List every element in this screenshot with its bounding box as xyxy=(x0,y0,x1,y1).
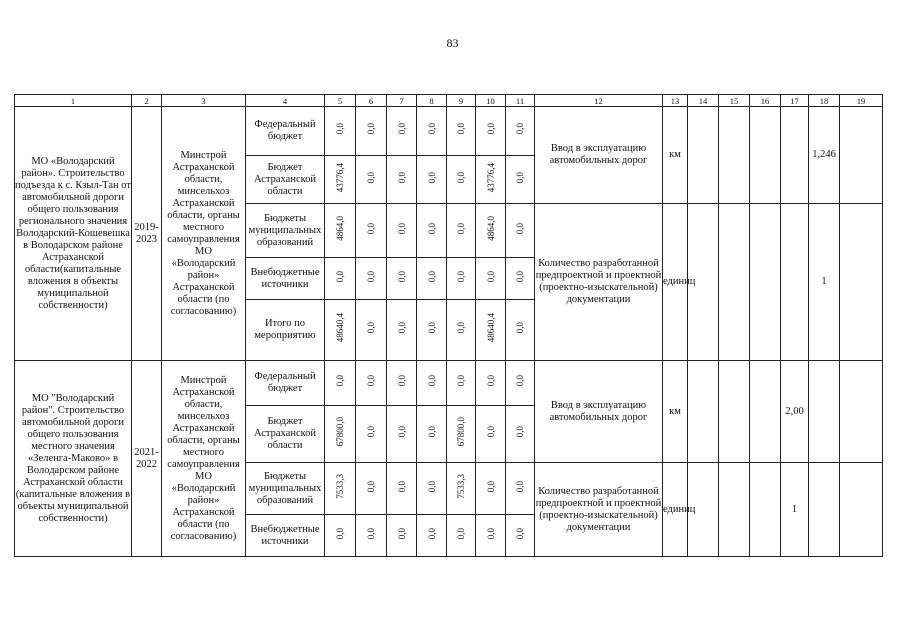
indicator-unit: км xyxy=(663,107,688,204)
indicator-value-cell xyxy=(781,204,809,361)
amount-cell: 7533,3 xyxy=(456,474,466,499)
amount-cell: 67800,0 xyxy=(335,417,345,447)
amount-cell: 0,0 xyxy=(515,527,525,540)
amount-cell: 0,0 xyxy=(366,270,376,283)
column-header: 12 xyxy=(535,95,663,107)
column-header: 9 xyxy=(447,95,476,107)
amount-cell: 0,0 xyxy=(396,426,407,438)
column-header: 2 xyxy=(132,95,162,107)
column-header: 7 xyxy=(387,95,417,107)
column-number-row xyxy=(15,95,883,107)
funding-source: Итого по мероприятию xyxy=(246,300,325,361)
column-header: 19 xyxy=(840,95,883,107)
amount-cell: 0,0 xyxy=(426,270,437,283)
column-header: 6 xyxy=(356,95,387,107)
amount-cell: 0,0 xyxy=(366,426,376,438)
amount-cell: 0,0 xyxy=(426,375,437,387)
amount-cell: 0,0 xyxy=(456,527,466,540)
amount-cell: 0,0 xyxy=(485,123,496,135)
project-description: МО "Володарский район". Строительство автомобильной дороги общего пользования местного значения «Зеленга-Маково» в Володарском районе Астраханской области (капитальные вложения в объекты муниципальной собственности) xyxy=(15,361,132,557)
column-header: 16 xyxy=(750,95,781,107)
column-header: 14 xyxy=(688,95,719,107)
amount-cell: 0,0 xyxy=(396,527,407,540)
amount-cell: 0,0 xyxy=(456,171,466,184)
indicator-value-cell: 1,246 xyxy=(809,107,840,204)
indicator-value-cell xyxy=(719,361,750,463)
indicator-value-cell xyxy=(840,361,883,463)
funding-source: Бюджет Астраханской области xyxy=(246,406,325,463)
amount-cell: 0,0 xyxy=(396,375,407,387)
indicator-unit: единиц xyxy=(663,463,688,557)
amount-cell: 0,0 xyxy=(366,123,376,135)
indicator-value-cell xyxy=(750,463,781,557)
funding-source: Бюджеты муниципальных образований xyxy=(246,463,325,515)
amount-cell: 0,0 xyxy=(485,426,496,438)
amount-cell: 0,0 xyxy=(515,322,525,334)
indicator-value-cell xyxy=(750,361,781,463)
amount-cell: 0,0 xyxy=(426,322,437,334)
indicator-value-cell xyxy=(781,107,809,204)
amount-cell: 0,0 xyxy=(426,123,437,135)
indicator-value-cell: 2,00 xyxy=(781,361,809,463)
amount-cell: 0,0 xyxy=(426,480,437,493)
funding-source: Бюджет Астраханской области xyxy=(246,156,325,204)
amount-cell: 0,0 xyxy=(515,426,525,438)
amount-cell: 43776,4 xyxy=(335,162,345,193)
amount-cell: 0,0 xyxy=(515,270,525,283)
indicator-value-cell xyxy=(719,107,750,204)
indicator-value-cell xyxy=(840,463,883,557)
column-header: 15 xyxy=(719,95,750,107)
column-header: 1 xyxy=(15,95,132,107)
amount-cell: 0,0 xyxy=(515,480,525,493)
amount-cell: 0,0 xyxy=(485,270,496,283)
amount-cell: 0,0 xyxy=(426,426,437,438)
amount-cell: 0,0 xyxy=(456,222,466,235)
amount-cell: 0,0 xyxy=(426,527,437,540)
indicator-name: Ввод в эксплуатацию автомобильных дорог xyxy=(535,107,663,204)
amount-cell: 0,0 xyxy=(456,123,466,135)
indicator-name: Количество разработанной предпроектной и проектной (проектно-изыскательной) документации xyxy=(535,204,663,361)
indicator-value-cell: 1 xyxy=(781,463,809,557)
column-header: 5 xyxy=(325,95,356,107)
amount-cell: 0,0 xyxy=(366,322,376,334)
amount-cell: 0,0 xyxy=(366,375,376,387)
funding-source: Федеральный бюджет xyxy=(246,361,325,406)
amount-cell: 0,0 xyxy=(366,171,376,184)
amount-cell: 0,0 xyxy=(366,527,376,540)
amount-cell: 0,0 xyxy=(515,375,525,387)
amount-cell: 0,0 xyxy=(515,123,525,135)
amount-cell: 0,0 xyxy=(426,171,437,184)
column-header: 18 xyxy=(809,95,840,107)
budget-table xyxy=(14,94,883,557)
page-number: 83 xyxy=(446,36,459,50)
indicator-value-cell xyxy=(809,361,840,463)
project-executor: Минстрой Астраханской области, минсельхоз Астраханской области, органы местного самоуправления МО «Володарский район» Астраханской области (по согласованию) xyxy=(162,361,246,557)
amount-cell: 67800,0 xyxy=(456,417,466,447)
amount-cell: 0,0 xyxy=(485,527,496,540)
table-row xyxy=(15,361,883,406)
column-header: 8 xyxy=(417,95,447,107)
amount-cell: 0,0 xyxy=(366,480,376,493)
amount-cell: 43776,4 xyxy=(485,162,496,193)
indicator-value-cell xyxy=(750,204,781,361)
amount-cell: 0,0 xyxy=(426,222,437,235)
amount-cell: 0,0 xyxy=(396,270,407,283)
table-row xyxy=(15,107,883,156)
column-header: 4 xyxy=(246,95,325,107)
amount-cell: 0,0 xyxy=(396,171,407,184)
project-period: 2021-2022 xyxy=(132,361,162,557)
project-period: 2019-2023 xyxy=(132,107,162,361)
indicator-name: Ввод в эксплуатацию автомобильных дорог xyxy=(535,361,663,463)
indicator-value-cell xyxy=(719,463,750,557)
funding-source: Внебюджетные источники xyxy=(246,258,325,300)
amount-cell: 0,0 xyxy=(485,480,496,493)
amount-cell: 0,0 xyxy=(335,375,345,387)
indicator-unit: км xyxy=(663,361,688,463)
amount-cell: 0,0 xyxy=(456,322,466,334)
project-description: МО «Володарский район». Строительство подъезда к с. Кзыл-Тан от автомобильной дороги общего пользования регионального значения Володарский-Кошевешка в Володарском районе Астраханской области(капитальные вложения в объекты муниципальной собственности) xyxy=(15,107,132,361)
indicator-value-cell xyxy=(719,204,750,361)
funding-source: Внебюджетные источники xyxy=(246,515,325,557)
project-executor: Минстрой Астраханской области, минсельхоз Астраханской области, органы местного самоуправления МО «Володарский район» Астраханской области (по согласованию) xyxy=(162,107,246,361)
funding-source: Федеральный бюджет xyxy=(246,107,325,156)
amount-cell: 0,0 xyxy=(515,222,525,235)
amount-cell: 0,0 xyxy=(396,322,407,334)
indicator-value-cell xyxy=(809,463,840,557)
amount-cell: 0,0 xyxy=(456,375,466,387)
amount-cell: 48640,4 xyxy=(335,313,345,343)
budget-table-sheet xyxy=(14,94,882,560)
column-header: 13 xyxy=(663,95,688,107)
indicator-unit: единиц xyxy=(663,204,688,361)
funding-source: Бюджеты муниципальных образований xyxy=(246,204,325,258)
indicator-name: Количество разработанной предпроектной и проектной (проектно-изыскательной) документации xyxy=(535,463,663,557)
amount-cell: 0,0 xyxy=(335,123,345,135)
column-header: 3 xyxy=(162,95,246,107)
indicator-value-cell xyxy=(840,204,883,361)
indicator-value-cell xyxy=(840,107,883,204)
amount-cell: 0,0 xyxy=(396,480,407,493)
indicator-value-cell xyxy=(688,361,719,463)
amount-cell: 0,0 xyxy=(396,123,407,135)
amount-cell: 0,0 xyxy=(335,270,345,283)
amount-cell: 0,0 xyxy=(335,527,345,540)
amount-cell: 48640,4 xyxy=(485,313,496,343)
amount-cell: 0,0 xyxy=(515,171,525,184)
indicator-value-cell xyxy=(688,107,719,204)
amount-cell: 7533,3 xyxy=(335,474,345,499)
column-header: 11 xyxy=(506,95,535,107)
amount-cell: 0,0 xyxy=(396,222,407,235)
column-header: 10 xyxy=(476,95,506,107)
amount-cell: 4864,0 xyxy=(485,216,496,241)
indicator-value-cell xyxy=(750,107,781,204)
amount-cell: 0,0 xyxy=(485,375,496,387)
indicator-value-cell: 1 xyxy=(809,204,840,361)
amount-cell: 0,0 xyxy=(456,270,466,283)
amount-cell: 0,0 xyxy=(366,222,376,235)
amount-cell: 4864,0 xyxy=(335,216,345,241)
column-header: 17 xyxy=(781,95,809,107)
